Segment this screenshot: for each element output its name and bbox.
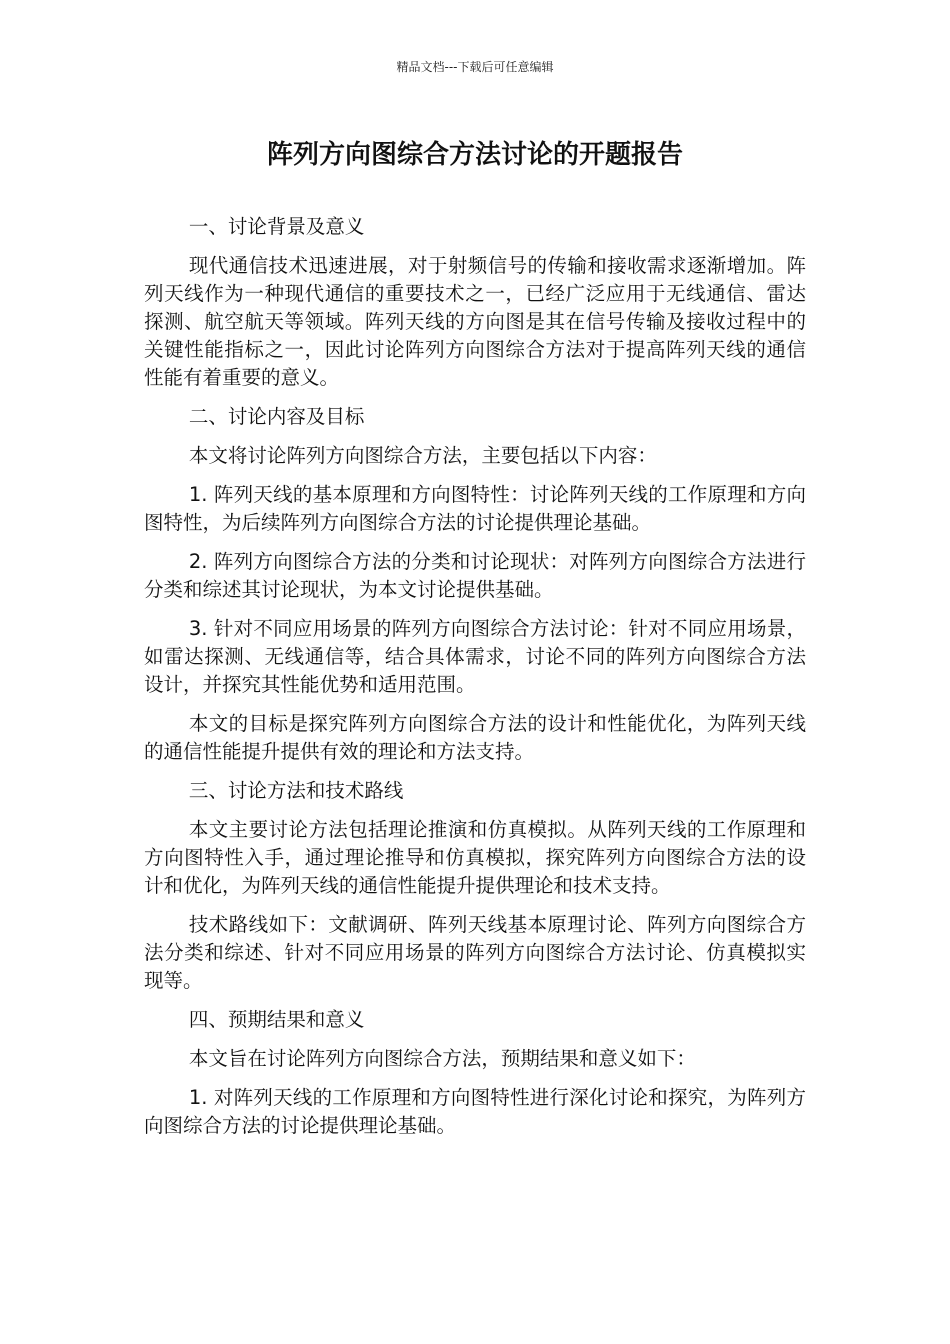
- section-heading-content-goals: 二、讨论内容及目标: [188, 405, 365, 428]
- section-heading-background: 一、讨论背景及意义: [188, 215, 365, 238]
- section-heading-methods: 三、讨论方法和技术路线: [188, 779, 404, 802]
- paragraph-technical-route: 技术路线如下：文献调研、阵列天线基本原理讨论、阵列方向图综合方法分类和综述、针对不同应用场景的阵列方向图综合方法讨论、仿真模拟实现等。: [144, 913, 806, 992]
- document-title: 阵列方向图综合方法讨论的开题报告: [266, 140, 683, 170]
- paragraph-content-intro: 本文将讨论阵列方向图综合方法，主要包括以下内容：: [188, 444, 657, 467]
- list-item-expected-1: 1. 对阵列天线的工作原理和方向图特性进行深化讨论和探究，为阵列方向图综合方法的讨论提供理论基础。: [144, 1086, 806, 1137]
- section-heading-expected-results: 四、预期结果和意义: [188, 1008, 365, 1031]
- list-item-content-1: 1. 阵列天线的基本原理和方向图特性：讨论阵列天线的工作原理和方向图特性，为后续阵列方向图综合方法的讨论提供理论基础。: [144, 483, 806, 534]
- header-note: 精品文档---下载后可任意编辑: [396, 60, 554, 74]
- list-item-content-3: 3. 针对不同应用场景的阵列方向图综合方法讨论：针对不同应用场景，如雷达探测、无线通信等，结合具体需求，讨论不同的阵列方向图综合方法设计，并探究其性能优势和适用范围。: [144, 617, 806, 696]
- paragraph-expected-intro: 本文旨在讨论阵列方向图综合方法，预期结果和意义如下：: [188, 1047, 696, 1070]
- paragraph-background: 现代通信技术迅速进展，对于射频信号的传输和接收需求逐渐增加。阵列天线作为一种现代通信的重要技术之一，已经广泛应用于无线通信、雷达探测、航空航天等领域。阵列天线的方向图是其在信号传输及接收过程中的关键性能指标之一，因此讨论阵列方向图综合方法对于提高阵列天线的通信性能有着重要的意义。: [144, 254, 806, 389]
- paragraph-goal: 本文的目标是探究阵列方向图综合方法的设计和性能优化，为阵列天线的通信性能提升提供有效的理论和方法支持。: [144, 712, 806, 763]
- document-body: [144, 213, 806, 1151]
- paragraph-methods: 本文主要讨论方法包括理论推演和仿真模拟。从阵列天线的工作原理和方向图特性入手，通过理论推导和仿真模拟，探究阵列方向图综合方法的设计和优化，为阵列天线的通信性能提升提供理论和技术支持。: [144, 818, 806, 897]
- list-item-content-2: 2. 阵列方向图综合方法的分类和讨论现状：对阵列方向图综合方法进行分类和综述其讨论现状，为本文讨论提供基础。: [144, 550, 806, 601]
